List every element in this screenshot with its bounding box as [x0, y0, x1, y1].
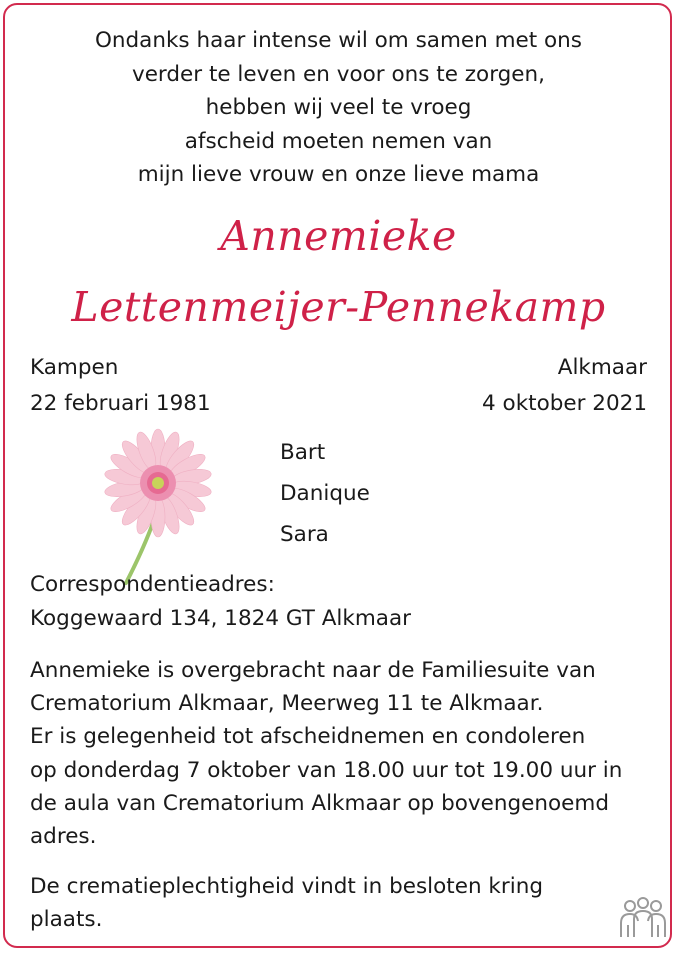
info-line: de aula van Crematorium Alkmaar op bovengenoemd: [30, 790, 609, 816]
deceased-last-name: Lettenmeijer-Pennekamp: [71, 283, 606, 331]
correspondence-address: Koggewaard 134, 1824 GT Alkmaar: [30, 606, 411, 631]
ceremony-info: [30, 654, 655, 853]
intro-text: [0, 24, 677, 192]
death-place: Alkmaar: [557, 355, 647, 380]
intro-line: afscheid moeten nemen van: [184, 128, 493, 154]
info-line: adres.: [30, 824, 97, 850]
flower-icon: [92, 428, 232, 588]
family-member: Bart: [280, 440, 326, 465]
correspondence-label: Correspondentieadres:: [30, 572, 275, 597]
death-date: 4 oktober 2021: [482, 391, 647, 416]
people-group-logo-icon: [618, 897, 668, 939]
deceased-first-name: Annemieke: [220, 212, 457, 260]
info-line: Er is gelegenheid tot afscheidnemen en condoleren: [30, 724, 586, 750]
closing-line: De crematieplechtigheid vindt in besloten kring: [30, 874, 543, 899]
intro-line: hebben wij veel te vroeg: [205, 95, 472, 120]
info-line: op donderdag 7 oktober van 18.00 uur tot 19.00 uur in: [30, 757, 623, 783]
intro-line: mijn lieve vrouw en onze lieve mama: [137, 162, 540, 187]
info-line: Crematorium Alkmaar, Meerweg 11 te Alkmaar.: [30, 691, 544, 717]
family-member: Danique: [280, 481, 370, 506]
intro-line: verder te leven en voor ons te zorgen,: [131, 61, 545, 87]
closing-text: [30, 870, 655, 936]
closing-line: plaats.: [30, 907, 103, 933]
family-member: Sara: [280, 522, 329, 547]
birth-date: 22 februari 1981: [30, 391, 211, 416]
info-line: Annemieke is overgebracht naar de Familiesuite van: [30, 658, 596, 683]
intro-line: Ondanks haar intense wil om samen met ons: [94, 28, 582, 53]
birth-place: Kampen: [30, 355, 119, 380]
